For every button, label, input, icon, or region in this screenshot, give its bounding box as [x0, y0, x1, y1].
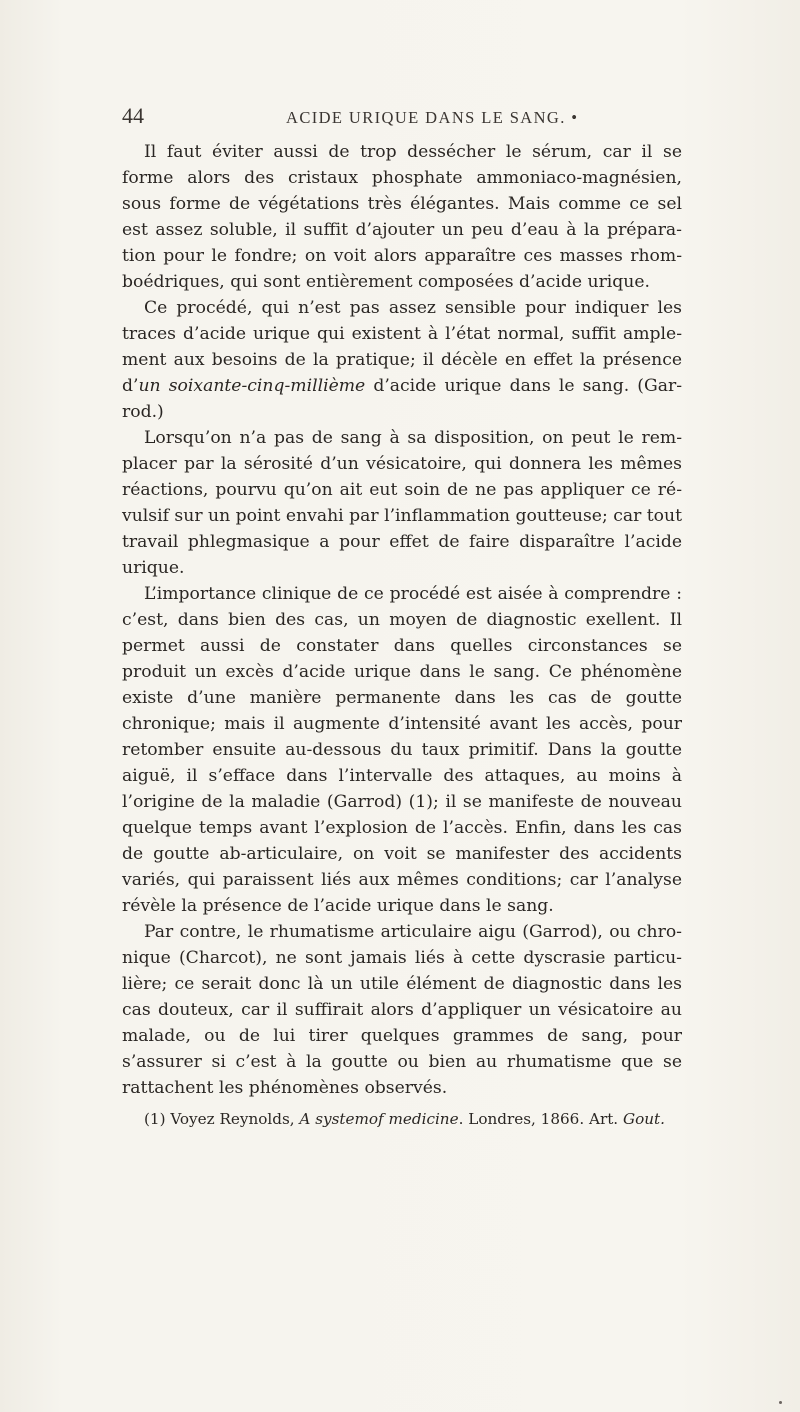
paragraph-5: Par contre, le rhumatisme articulaire aigu (Garrod), ou chro-nique (Charcot), ne sont jamais liés à cette dyscrasie particu-lière; ce serait donc là un utile élément de diagnostic dans les cas douteux, car il suffirait alors d’appliquer un vésicatoire au malade, ou de lui tirer quelques grammes de sang, pour s’assurer si c’est à la goutte ou bien au rhumatisme que se rattachent les phénomènes observés. — [122, 922, 682, 1098]
footnote-middle: . Londres, 1866. Art. — [458, 1110, 623, 1128]
body-text — [122, 139, 682, 1131]
paragraph-2-start: Ce procédé, qui n’est pas assez sensible pour indiquer les traces d’acide urique qui existent à l’état normal, suffit ample-ment aux besoins de la pratique; il décèle en effet la présence d’ — [122, 298, 682, 396]
running-title: ACIDE URIQUE DANS LE SANG. • — [286, 108, 579, 127]
paragraph-2 — [122, 295, 682, 425]
page-number: 44 — [122, 103, 144, 128]
page-header — [122, 101, 682, 135]
footnote-start: (1) Voyez Reynolds, — [144, 1110, 300, 1128]
paragraph-2-italic: un soixante-cinq-millième — [138, 376, 366, 396]
paper-speck — [779, 1401, 782, 1404]
paragraph-3: Lorsqu’on n’a pas de sang à sa disposition, on peut le rem-placer par la sérosité d’un vésicatoire, qui donnera les mêmes réactions, pourvu qu’on ait eut soin de ne pas appliquer ce ré-vulsif sur un point envahi par l’inflammation goutteuse; car tout travail phlegmasique a pour effet de faire disparaître l’acide urique. — [122, 428, 682, 578]
footnote — [122, 1107, 682, 1131]
paragraph-1: Il faut éviter aussi de trop dessécher le sérum, car il se forme alors des cristaux phosphate ammoniaco-magnésien, sous forme de végétations très élégantes. Mais comme ce sel est assez soluble, il suffit d’ajouter un peu d’eau à la prépara-tion pour le fondre; on voit alors apparaître ces masses rhom-boédriques, qui sont entièrement composées d’acide urique. — [122, 142, 682, 292]
paragraph-2-end: d’acide urique dans le sang. (Gar-rod.) — [122, 376, 683, 422]
paragraph-4: L’importance clinique de ce procédé est aisée à comprendre : c’est, dans bien des cas, un moyen de diagnostic exellent. Il permet aussi de constater dans quelles circonstances se produit un excès d’acide urique dans le sang. Ce phénomène existe d’une manière permanente dans les cas de goutte chronique; mais il augmente d’intensité avant les accès, pour retomber ensuite au-dessous du taux primitif. Dans la goutte aiguë, il s’efface dans l’intervalle des attaques, au moins à l’origine de la maladie (Garrod) (1); il se manifeste de nouveau quelque temps avant l’explosion de l’accès. Enfin, dans les cas de goutte ab-articulaire, on voit se manifester des accidents variés, qui paraissent liés aux mêmes conditions; car l’analyse révèle la présence de l’acide urique dans le sang. — [122, 584, 682, 916]
footnote-article: Gout. — [622, 1110, 665, 1128]
footnote-book-title: A systemof medicine — [299, 1110, 459, 1128]
